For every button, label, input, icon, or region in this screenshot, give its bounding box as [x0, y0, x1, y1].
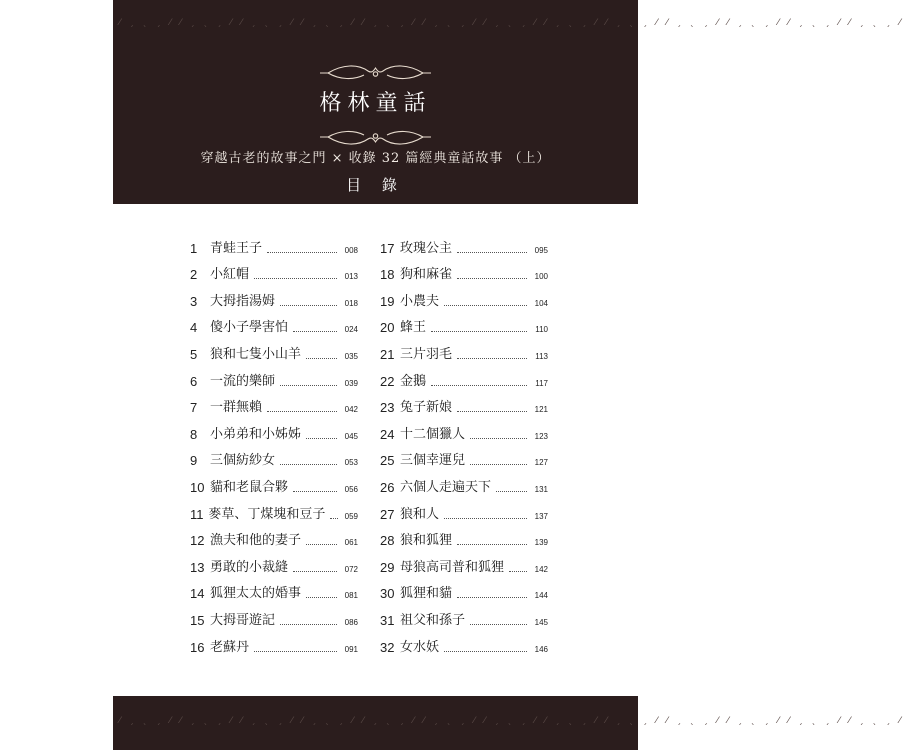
toc-entry-page: 095: [534, 245, 548, 255]
toc-column-right: [380, 231, 548, 657]
toc-entry-number: 2: [190, 267, 198, 283]
toc-entry-title: 勇敢的小裁縫: [210, 559, 289, 575]
toc-entry-number: 22: [380, 373, 395, 389]
toc-entry: [380, 391, 548, 418]
toc-dot-leader: [306, 596, 337, 598]
toc-entry-page: 053: [344, 458, 358, 468]
toc-entry-title: 母狼高司普和狐狸: [400, 559, 505, 575]
book-subtitle: 穿越古老的故事之門 × 收錄 32 篇經典童話故事 （上）: [200, 151, 551, 166]
header-band: [113, 0, 904, 204]
toc-entry-title: 狼和人: [400, 506, 440, 522]
toc-entry-page: 137: [534, 511, 548, 521]
toc-entry-page: 039: [344, 378, 358, 388]
toc-entry-page: 013: [344, 272, 358, 282]
toc-entry-title: 大拇哥遊記: [210, 612, 276, 628]
toc-entry-page: 121: [534, 405, 548, 415]
toc-entry-page: 042: [344, 405, 358, 415]
toc-entry-page: 142: [534, 564, 548, 574]
toc-entry-title: 麥草、丁煤塊和豆子: [208, 506, 326, 522]
toc-entry: [190, 284, 358, 311]
toc-entry-title: 三個幸運兒: [400, 453, 466, 469]
toc-entry: [380, 524, 548, 551]
toc-entry-number: 16: [190, 639, 205, 655]
toc-dot-leader: [293, 330, 337, 332]
toc-entry: [380, 603, 548, 630]
toc-dot-leader: [330, 517, 338, 519]
toc-entry-page: 008: [344, 245, 358, 255]
toc-entry-page: 146: [534, 644, 548, 654]
toc-entry-page: 131: [534, 484, 548, 494]
toc-entry: [190, 337, 358, 364]
toc-entry-page: 061: [344, 538, 358, 548]
toc-dot-leader: [444, 517, 527, 519]
toc-entry: [380, 630, 548, 657]
toc-entry: [190, 258, 358, 285]
toc-entry-page: 113: [535, 351, 548, 361]
decorative-pattern-icon: ⁄ ˏ ˎ ˏ ⁄ ⁄ ˏ ˎ ˏ ⁄ ⁄ ˏ ˎ ˏ ⁄ ⁄ ˏ ˎ ˏ ⁄ ⁄ ˏ ˎ ˏ ⁄ ⁄ ˏ ˎ ˏ ⁄ ⁄ ˏ ˎ ˏ ⁄ ⁄ ˏ ˎ ˏ ⁄ ⁄ ˏ ˎ ˏ ⁄ ⁄ ˏ ˎ ˏ ⁄ ⁄ ˏ ˎ ˏ ⁄ ⁄ ˏ ˎ ˏ ⁄ ⁄ ˏ ˎ ˏ ⁄: [119, 18, 904, 28]
toc-entry: [190, 577, 358, 604]
toc-dot-leader: [293, 490, 337, 492]
toc-entry-page: 056: [344, 484, 358, 494]
toc-entry-number: 28: [380, 533, 395, 549]
toc-entry: [380, 444, 548, 471]
toc-dot-leader: [457, 410, 527, 412]
toc-entry: [380, 258, 548, 285]
toc-entry-title: 大拇指湯姆: [210, 293, 276, 309]
toc-entry: [380, 311, 548, 338]
toc-entry-title: 一流的樂師: [210, 373, 276, 389]
toc-entry-number: 15: [190, 612, 205, 628]
toc-entry: [380, 284, 548, 311]
toc-entry-title: 兔子新娘: [400, 400, 453, 416]
toc-entry-number: 1: [190, 240, 198, 256]
toc-entry: [380, 337, 548, 364]
toc-entry-page: 035: [344, 351, 358, 361]
toc-entry-title: 六個人走遍天下: [400, 479, 492, 495]
toc-entry-number: 14: [190, 586, 205, 602]
toc-dot-leader: [444, 650, 527, 652]
toc-entry-title: 貓和老鼠合夥: [210, 479, 289, 495]
toc-dot-leader: [431, 384, 527, 386]
toc-entry: [380, 417, 548, 444]
toc-dot-leader: [280, 463, 337, 465]
toc-entry-number: 18: [380, 267, 395, 283]
toc-dot-leader: [470, 437, 527, 439]
toc-dot-leader: [254, 650, 337, 652]
toc-dot-leader: [457, 357, 527, 359]
toc-entry-number: 23: [380, 400, 395, 416]
toc-dot-leader: [496, 490, 527, 492]
toc-dot-leader: [457, 277, 527, 279]
footer-band: [113, 696, 904, 750]
toc-entry-number: 27: [380, 506, 395, 522]
toc-dot-leader: [306, 543, 337, 545]
toc-entry: [190, 391, 358, 418]
toc-entry-number: 5: [190, 346, 198, 362]
toc-entry: [380, 364, 548, 391]
flourish-bottom-icon: [318, 126, 433, 148]
toc-entry: [190, 364, 358, 391]
toc-entry-number: 10: [190, 479, 205, 495]
toc-entry: [190, 417, 358, 444]
toc-entry-number: 20: [380, 320, 395, 336]
toc-entry-number: 30: [380, 586, 395, 602]
toc-entry-page: 145: [534, 617, 548, 627]
toc-entry: [380, 577, 548, 604]
toc-entry-number: 6: [190, 373, 198, 389]
toc-entry-page: 018: [344, 298, 358, 308]
toc-entry: [380, 470, 548, 497]
toc-entry-page: 045: [344, 431, 358, 441]
toc-dot-leader: [306, 437, 337, 439]
toc-entry-page: 127: [534, 458, 548, 468]
toc-entry-page: 100: [534, 272, 548, 282]
toc-entry: [190, 444, 358, 471]
toc-dot-leader: [267, 251, 337, 253]
toc-dot-leader: [306, 357, 337, 359]
toc-dot-leader: [280, 623, 337, 625]
flourish-top-icon: [318, 62, 433, 84]
toc-entry-title: 小農夫: [400, 293, 440, 309]
toc-dot-leader: [457, 596, 527, 598]
toc-entry-number: 9: [190, 453, 198, 469]
book-page: [113, 0, 904, 750]
toc-entry-number: 31: [380, 612, 395, 628]
toc-entry-number: 32: [380, 639, 395, 655]
toc-entry-title: 小紅帽: [210, 267, 250, 283]
toc-dot-leader: [280, 304, 337, 306]
toc-entry: [190, 470, 358, 497]
toc-dot-leader: [280, 384, 337, 386]
toc-entry-page: 110: [535, 325, 548, 335]
toc-entry-title: 狼和狐狸: [400, 533, 453, 549]
toc-dot-leader: [457, 543, 527, 545]
toc-entry: [380, 497, 548, 524]
toc-entry-page: 072: [344, 564, 358, 574]
toc-entry-title: 老蘇丹: [210, 639, 250, 655]
toc-entry-page: 144: [534, 591, 548, 601]
toc-entry: [190, 630, 358, 657]
toc-entry: [380, 550, 548, 577]
toc-dot-leader: [470, 463, 527, 465]
toc-entry: [190, 311, 358, 338]
toc-entry-title: 狗和麻雀: [400, 267, 453, 283]
toc-dot-leader: [267, 410, 337, 412]
toc-entry-title: 狐狸太太的婚事: [210, 586, 302, 602]
toc-dot-leader: [254, 277, 337, 279]
book-title: 格林童話: [319, 91, 432, 116]
toc-entry-page: 123: [534, 431, 548, 441]
toc-entry-number: 7: [190, 400, 198, 416]
toc-entry-page: 086: [344, 617, 358, 627]
toc-dot-leader: [444, 304, 527, 306]
decorative-pattern-icon: ⁄ ˏ ˎ ˏ ⁄ ⁄ ˏ ˎ ˏ ⁄ ⁄ ˏ ˎ ˏ ⁄ ⁄ ˏ ˎ ˏ ⁄ ⁄ ˏ ˎ ˏ ⁄ ⁄ ˏ ˎ ˏ ⁄ ⁄ ˏ ˎ ˏ ⁄ ⁄ ˏ ˎ ˏ ⁄ ⁄ ˏ ˎ ˏ ⁄ ⁄ ˏ ˎ ˏ ⁄ ⁄ ˏ ˎ ˏ ⁄ ⁄ ˏ ˎ ˏ ⁄ ⁄ ˏ ˎ ˏ ⁄: [119, 716, 904, 726]
toc-entry-number: 29: [380, 559, 395, 575]
toc-entry-page: 139: [534, 538, 548, 548]
toc-entry-page: 117: [535, 378, 548, 388]
toc-entry-number: 21: [380, 346, 395, 362]
toc-entry-title: 三片羽毛: [400, 346, 453, 362]
toc-entry-number: 19: [380, 293, 395, 309]
toc-entry-page: 059: [344, 511, 358, 521]
toc-entry: [380, 231, 548, 258]
toc-dot-leader: [431, 330, 527, 332]
toc-column-left: [190, 231, 358, 657]
toc-entry-title: 狐狸和貓: [400, 586, 453, 602]
toc-entry-title: 十二個獵人: [400, 426, 466, 442]
toc-entry-title: 玫瑰公主: [400, 240, 453, 256]
toc-entry-page: 091: [344, 644, 358, 654]
toc-entry-title: 女水妖: [400, 639, 440, 655]
toc-entry-title: 漁夫和他的妻子: [210, 533, 302, 549]
toc-dot-leader: [509, 570, 527, 572]
toc-entry-title: 小弟弟和小姊姊: [210, 426, 302, 442]
toc-entry-number: 4: [190, 320, 198, 336]
toc-entry-number: 8: [190, 426, 198, 442]
toc-entry-number: 3: [190, 293, 198, 309]
toc-entry-title: 祖父和孫子: [400, 612, 466, 628]
toc-entry-number: 17: [380, 240, 395, 256]
toc-entry-title: 蜂王: [400, 320, 427, 336]
contents-heading: 目 錄: [346, 176, 405, 194]
toc-entry-page: 024: [344, 325, 358, 335]
toc-entry-number: 25: [380, 453, 395, 469]
toc-entry-number: 24: [380, 426, 395, 442]
toc-dot-leader: [457, 251, 527, 253]
toc-entry-title: 金鵝: [400, 373, 427, 389]
toc-entry-number: 13: [190, 559, 205, 575]
toc-entry: [190, 231, 358, 258]
toc-entry-title: 一群無賴: [210, 400, 263, 416]
toc-dot-leader: [293, 570, 337, 572]
toc-entry-title: 傻小子學害怕: [210, 320, 289, 336]
toc-entry: [190, 550, 358, 577]
toc-entry-page: 104: [534, 298, 548, 308]
toc-entry: [190, 603, 358, 630]
toc-entry-number: 11: [190, 506, 204, 522]
toc-entry-title: 狼和七隻小山羊: [210, 346, 302, 362]
toc-entry-number: 12: [190, 533, 205, 549]
toc-entry-page: 081: [344, 591, 358, 601]
toc-dot-leader: [470, 623, 527, 625]
toc-entry-number: 26: [380, 479, 395, 495]
toc-entry: [190, 524, 358, 551]
toc-entry: [190, 497, 358, 524]
toc-entry-title: 青蛙王子: [210, 240, 263, 256]
toc-entry-title: 三個紡紗女: [210, 453, 276, 469]
